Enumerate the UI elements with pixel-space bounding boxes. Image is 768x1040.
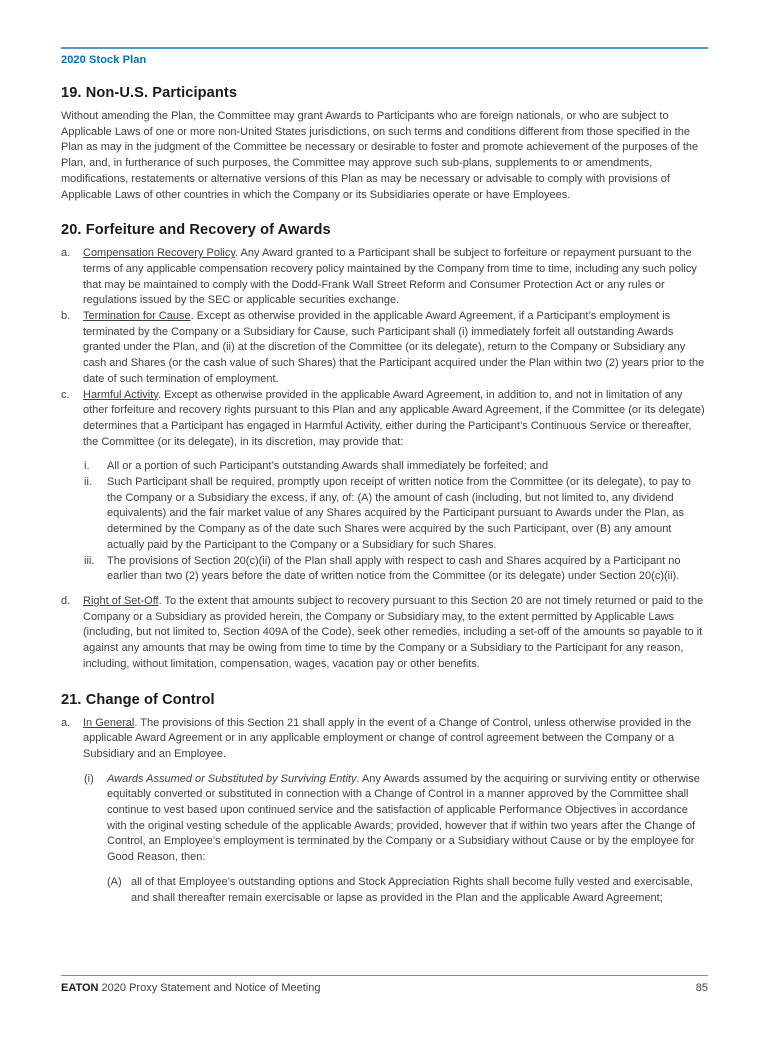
section-20c-sublist (84, 459, 708, 585)
list-item-text (83, 309, 708, 388)
list-item-text (83, 246, 708, 309)
list-item-20b (61, 309, 708, 388)
defined-term: In General (83, 716, 135, 729)
list-item-20a (61, 246, 708, 309)
defined-term: Harmful Activity (83, 388, 158, 401)
list-item-20c-iii (84, 554, 708, 585)
brand-wordmark: EATON (61, 982, 99, 994)
section-21-heading: 21. Change of Control (61, 691, 215, 708)
list-item-text: All or a portion of such Participant’s outstanding Awards shall immediately be forfeited; and (107, 460, 549, 473)
list-marker: i. (84, 460, 90, 473)
section-21-list (61, 716, 708, 916)
list-marker: c. (61, 388, 70, 401)
section-21a-i-sublist (107, 875, 708, 906)
list-item-text: Such Participant shall be required, promptly upon receipt of written notice from the Committee (or its delegate), to pay to the Company or a Subsidiary the excess, if any, of: (A) the amount of cash (including, but not limited to, any dividend equivalents) and the fair market value of any Shares acquired by the Participant pursuant to Awards under the Plan, as determined by the Company as of the date such Shares were acquired by the such Participant, over (B) any amount actually paid by the Participant to the Company or a Subsidiary for such Shares. (107, 476, 691, 551)
page-footer (61, 975, 708, 997)
defined-term-italic: Awards Assumed or Substituted by Surviving Entity (107, 772, 357, 785)
list-item-text (83, 716, 708, 916)
list-marker: ii. (84, 476, 92, 489)
list-marker: a. (61, 716, 71, 729)
list-item-text (83, 594, 708, 673)
list-item-21a-i (84, 772, 708, 907)
list-marker: (A) (107, 875, 122, 888)
defined-term: Right of Set-Off (83, 594, 159, 607)
list-marker: b. (61, 310, 71, 323)
section-21a-sublist (84, 772, 708, 907)
list-item-text (83, 388, 708, 594)
page-number: 85 (695, 982, 708, 994)
list-item-text: The provisions of Section 20(c)(ii) of the Plan shall apply with respect to cash and Shares acquired by a Participant no earlier than two (2) years before the date of written notice from the Committee (or its delegate) under Section 20(c)(ii). (107, 554, 681, 583)
item-body: . Any Awards assumed by the acquiring or surviving entity or otherwise equitably converted or substituted in connection with a Change of Control in a manner approved by the Committee shall continue to vest based upon continued service and the satisfaction of applicable Performance Objectives in accordance with the original vesting schedule of the applicable Awards; provided, however that if within two years after the Change of Control, an Employee’s employment is terminated by the Company or a Subsidiary without Cause or by the employee for Good Reason, then: (107, 772, 700, 864)
list-marker: a. (61, 247, 71, 260)
list-item-21a (61, 716, 708, 916)
list-item-21a-i-A (107, 875, 708, 906)
item-body: . Except as otherwise provided in the applicable Award Agreement, if a Participant’s employment is terminated by the Company or a Subsidiary for Cause, such Participant shall (i) immediately forfeit all outstanding Awards granted under the Plan, and (ii) at the discretion of the Committee (or its delegate), return to the Company or Subsidiary any cash and Shares (or the cash value of such Shares) that the Participant acquired under the Plan within two (2) years prior to the date of such termination of employment. (83, 310, 705, 385)
list-marker: (i) (84, 772, 94, 785)
section-19-paragraph: Without amending the Plan, the Committee may grant Awards to Participants who are foreign nationals, or who are subject to Applicable Laws of one or more non-United States jurisdictions, on such terms and conditions different from those specified in the Plan as may in the judgment of the Committee be necessary or desirable to foster and promote achievement of the purposes of the Plan, and, in furtherance of such purposes, the Committee may approve such sub-plans, supplements to or amendments, modifications, restatements or alternative versions of this Plan as may be necessary or advisable to comply with provisions of Applicable Laws of other countries in which the Company or its Subsidiaries operate or have Employees. (61, 110, 699, 201)
header-rule (61, 47, 708, 49)
list-item-text: all of that Employee’s outstanding options and Stock Appreciation Rights shall become fully vested and exercisable, and shall thereafter remain exercisable or lapse as provided in the Plan and the applicable Award Agreement; (131, 875, 693, 904)
item-body: . Any Award granted to a Participant shall be subject to forfeiture or repayment pursuant to the terms of any applicable compensation recovery policy maintained by the Company from time to time, including any such policy that may be maintained to comply with the Dodd-Frank Wall Street Reform and Consumer Protection Act or any rules or regulations issued by the SEC or applicable securities exchange. (83, 247, 697, 307)
list-item-20c-ii (84, 475, 708, 554)
item-body: . To the extent that amounts subject to recovery pursuant to this Section 20 are not timely returned or paid to the Company or a Subsidiary as provided herein, the Company or Subsidiary may, to the extent permitted by Applicable Laws (including, but not limited to, Section 409A of the Code), seek other remedies, including a set-off of the amounts so payable to it against any amounts that may be owing from time to time by the Company or a Subsidiary to the Participant for any reason, including, without limitation, compensation, wages, vacation pay or other benefits. (83, 594, 704, 670)
running-header: 2020 Stock Plan (61, 54, 147, 66)
list-item-20c (61, 388, 708, 594)
footer-left (61, 981, 320, 997)
defined-term: Termination for Cause (83, 310, 191, 323)
footer-title: 2020 Proxy Statement and Notice of Meeting (98, 982, 321, 994)
section-20-heading: 20. Forfeiture and Recovery of Awards (61, 222, 331, 239)
section-20-list (61, 246, 708, 672)
document-page (0, 47, 768, 1040)
item-body: . The provisions of this Section 21 shall apply in the event of a Change of Control, unless otherwise provided in the applicable Award Agreement or in any applicable employment or change of control agreement between the Company or a Subsidiary and an Employee. (83, 716, 692, 760)
item-body: . Except as otherwise provided in the applicable Award Agreement, in addition to, and not in limitation of any other forfeiture and recovery rights pursuant to this Plan and any applicable Award Agreement, if the Committee (or its delegate) determines that a Participant has engaged in Harmful Activity, either during the Participant’s Continuous Service or thereafter, the Committee (or its delegate), in its discretion, may provide that: (83, 388, 705, 448)
list-item-text (107, 772, 708, 907)
list-marker: d. (61, 594, 71, 607)
section-19-heading: 19. Non-U.S. Participants (61, 85, 238, 101)
defined-term: Compensation Recovery Policy (83, 247, 236, 260)
list-marker: iii. (84, 554, 95, 567)
list-item-20d (61, 594, 708, 673)
page-content (0, 47, 768, 915)
list-item-20c-i (84, 459, 708, 475)
